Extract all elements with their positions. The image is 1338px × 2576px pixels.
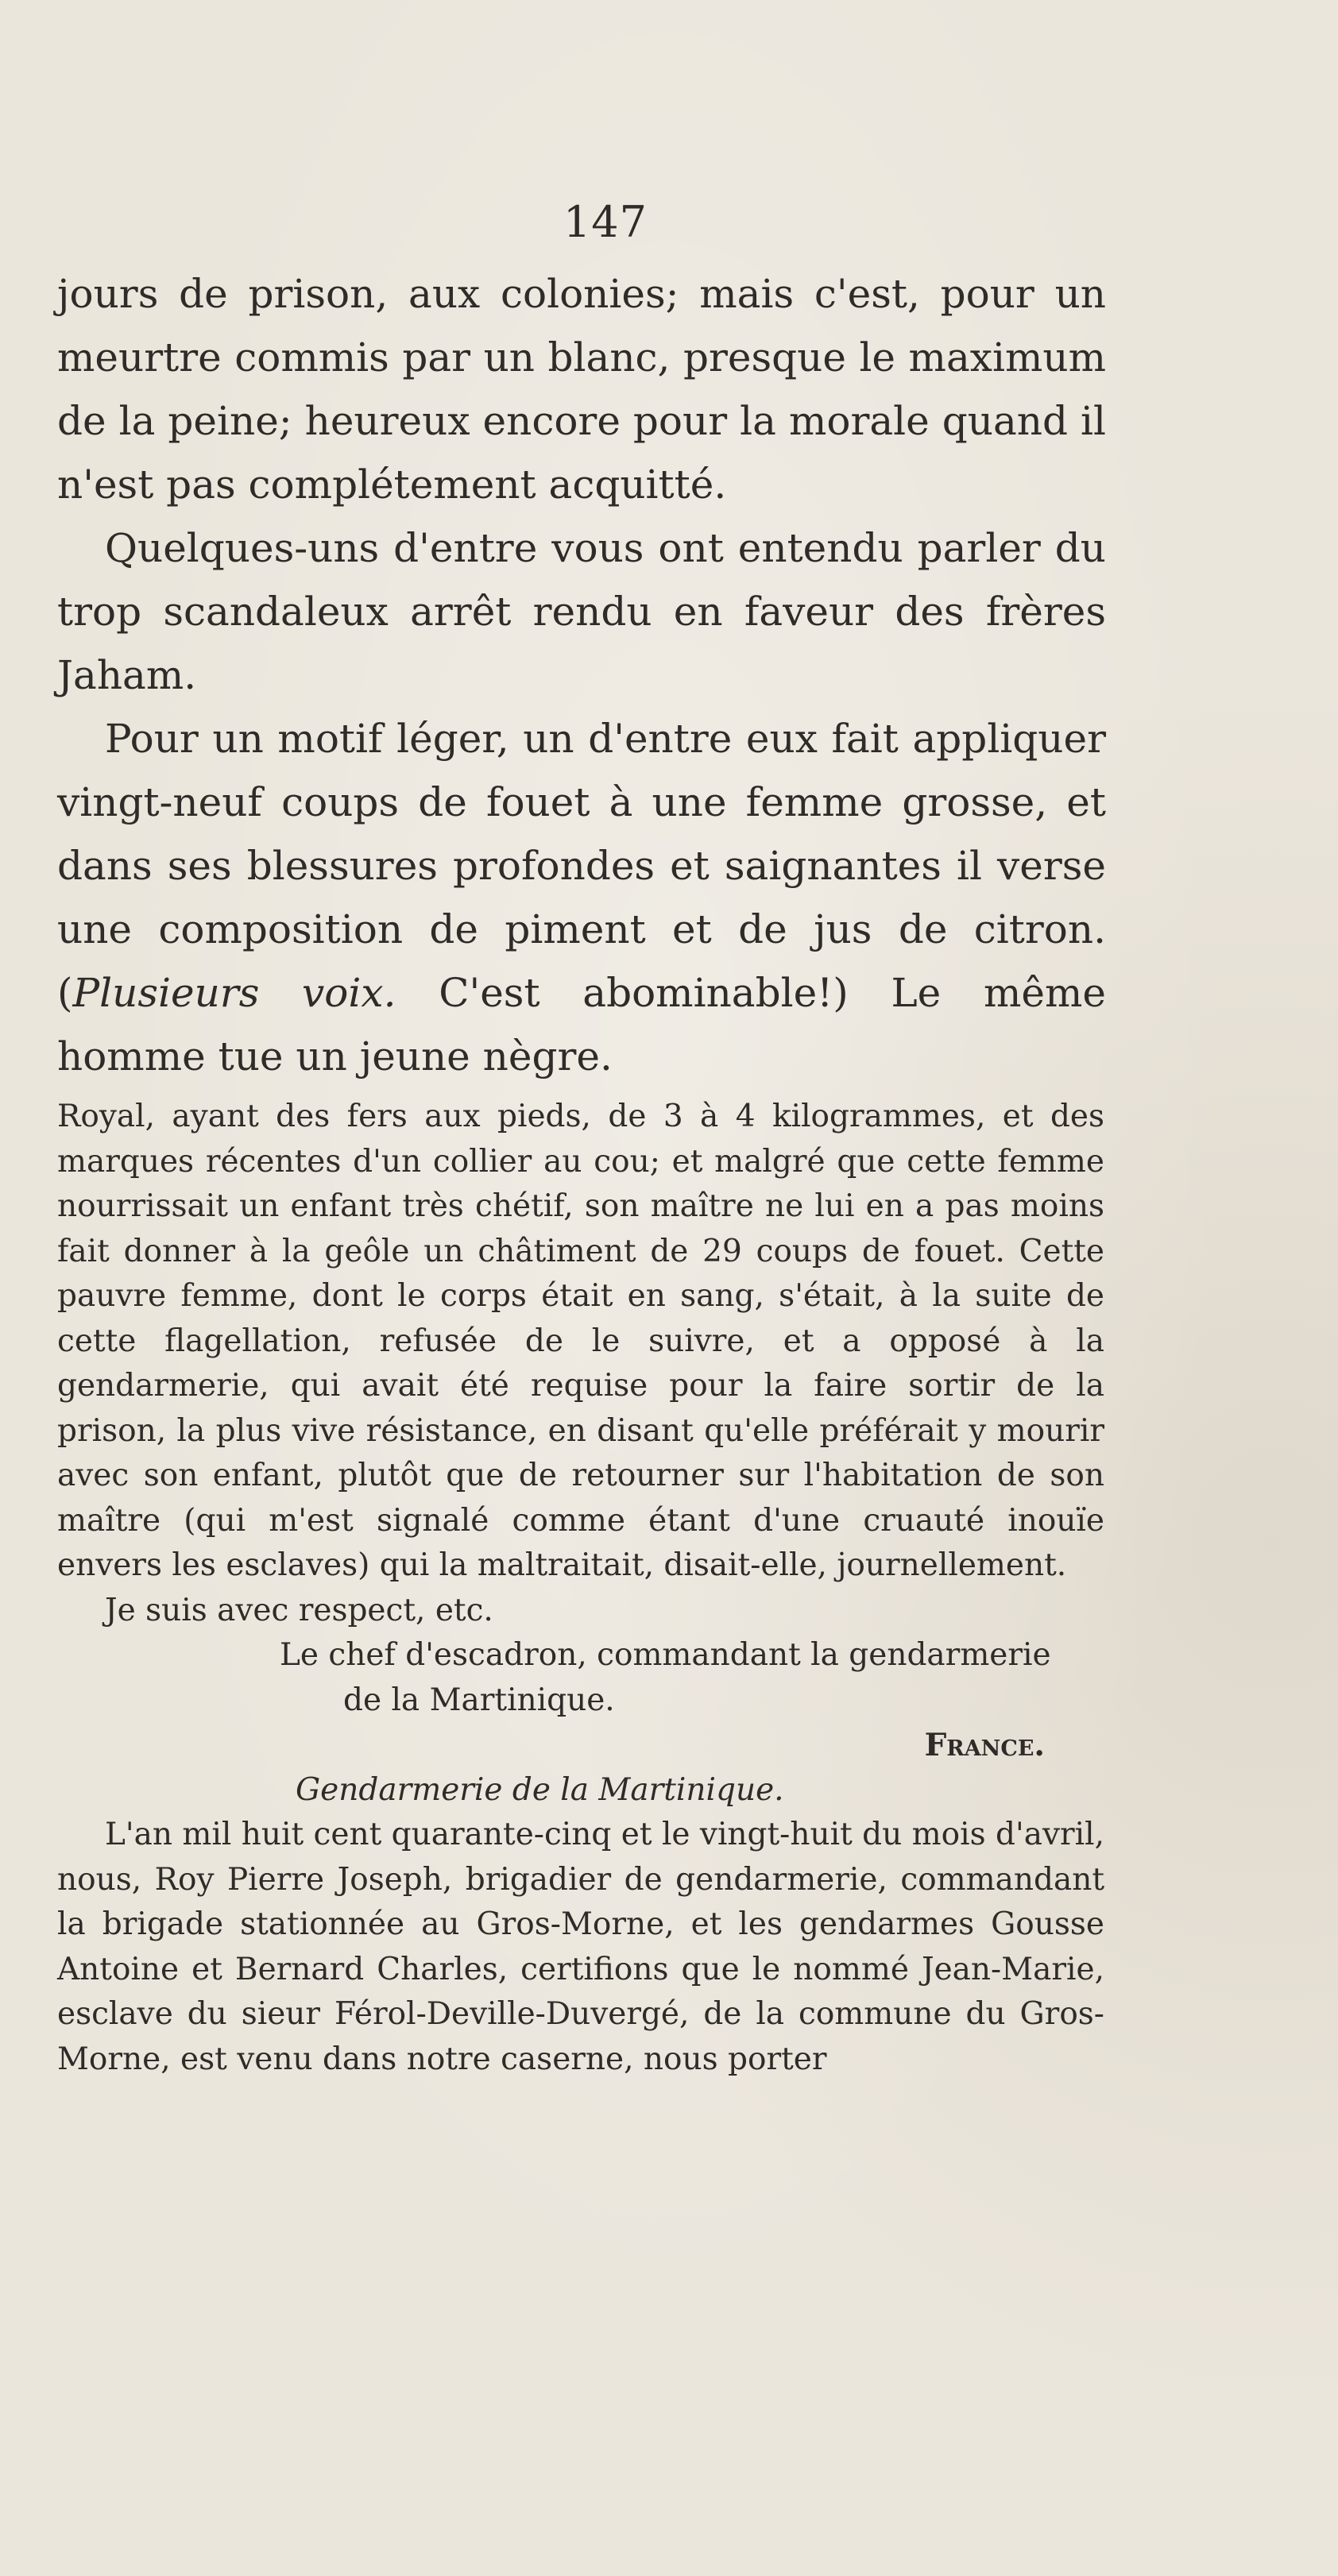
footnote-divider bbox=[57, 1063, 629, 1064]
main-paragraph-3-italic: Plusieurs voix. bbox=[72, 970, 396, 1016]
page-number: 147 bbox=[563, 197, 648, 247]
footnote-signature-2: de la Martinique. bbox=[343, 1682, 615, 1718]
main-paragraph-1: jours de prison, aux colonies; mais c'est, pour un meurtre commis par un blanc, presque le maximum de la peine; heureux encore pour la morale quand il n'est pas complétement acquitté. bbox=[57, 271, 1106, 508]
main-paragraph-2: Quelques-uns d'entre vous ont entendu parler du trop scandaleux arrêt rendu en faveur des frères Jaham. bbox=[57, 525, 1106, 698]
footnote-closing: Je suis avec respect, etc. bbox=[105, 1592, 493, 1628]
main-paragraph-3 bbox=[57, 707, 1106, 1088]
main-paragraph-3-after: C'est abominable!) Le même homme tue un jeune nègre. bbox=[57, 970, 1106, 1079]
footnote-heading: Gendarmerie de la Martinique. bbox=[296, 1771, 784, 1808]
footnote-paragraph-2: L'an mil huit cent quarante-cinq et le vingt-huit du mois d'avril, nous, Roy Pierre Joseph, brigadier de gendarmerie, commandant la brigade stationnée au Gros-Morne, et les gendarmes Gousse Antoine et Bernard Charles, certifions que le nommé Jean-Marie, esclave du sieur Férol-Deville-Duvergé, de la commune du Gros-Morne, est venu dans notre caserne, nous porter bbox=[57, 1817, 1104, 2077]
main-paragraph-3-before: Pour un motif léger, un d'entre eux fait appliquer vingt-neuf coups de fouet à une femme grosse, et dans ses blessures profondes et saignantes il verse une composition de piment et de jus de citron. ( bbox=[57, 716, 1106, 1016]
footnotes bbox=[57, 1095, 1104, 2082]
footnote-france: France. bbox=[924, 1727, 1045, 1763]
footnote-paragraph-1: Royal, ayant des fers aux pieds, de 3 à 4 kilogrammes, et des marques récentes d'un collier au cou; et malgré que cette femme nourrissait un enfant très chétif, son maître ne lui en a pas moins fait donner à la geôle un châtiment de 29 coups de fouet. Cette pauvre femme, dont le corps était en sang, s'était, à la suite de cette flagellation, refusée de le suivre, et a opposé à la gendarmerie, qui avait été requise pour la faire sortir de la prison, la plus vive résistance, en disant qu'elle préférait y mourir avec son enfant, plutôt que de retourner sur l'habitation de son maître (qui m'est signalé comme étant d'une cruauté inouïe envers les esclaves) qui la maltraitait, disait-elle, journellement. bbox=[57, 1099, 1104, 1583]
footnote-signature-1: Le chef d'escadron, commandant la gendarmerie bbox=[280, 1637, 1051, 1673]
main-text bbox=[57, 262, 1106, 1088]
